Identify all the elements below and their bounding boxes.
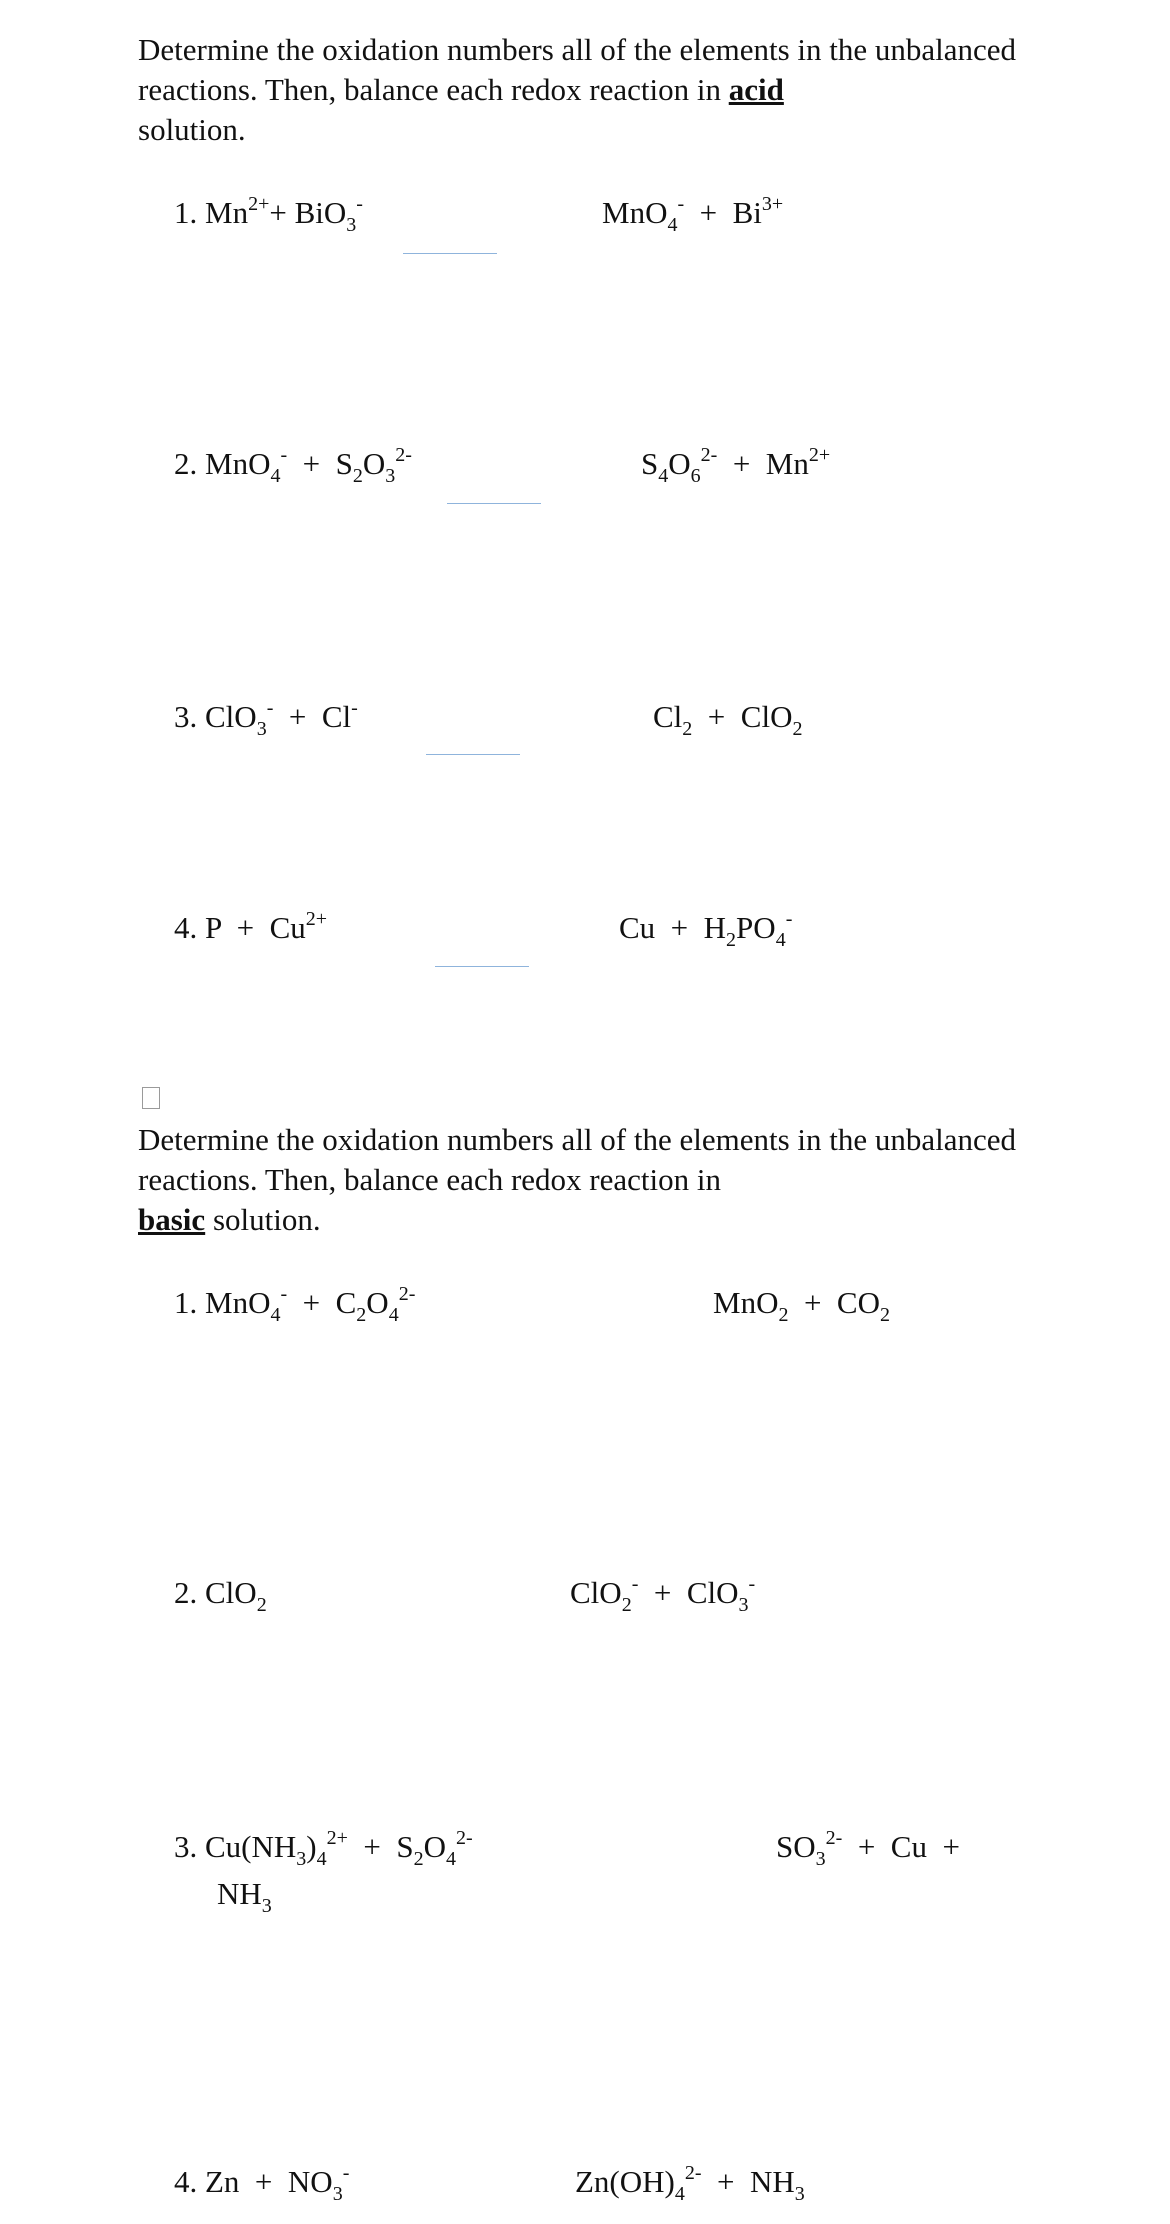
acid-instructions	[138, 30, 1078, 150]
acid-reaction-3-products: $Cl_2 + ClO_2$	[653, 699, 803, 740]
acid-reaction-1-reactants: 1. $Mn^{2+}+ BiO_3^-$	[174, 193, 363, 236]
basic-reaction-3-products: $SO_3^{2-} + Cu$ +	[776, 1827, 960, 1870]
reaction-arrow	[435, 966, 529, 967]
reaction-number: 2.	[174, 446, 198, 481]
acid-reaction-4-reactants: 4. $P + Cu^{2+}$	[174, 908, 328, 945]
basic-reaction-1-reactants: 1. $MnO_4^- + C_2O_4^{2-}$	[174, 1283, 416, 1326]
reaction-number: 1.	[174, 195, 198, 230]
reaction-number: 2.	[174, 1575, 198, 1610]
acid-reaction-2-reactants: 2. $MnO_4^- + S_2O_3^{2-}$	[174, 444, 412, 487]
basic-reaction-2-products: ClO$_2$- + ClO$_3$-	[570, 1573, 756, 1616]
basic-emphasis: basic	[138, 1202, 206, 1237]
acid-reaction-1-products: $MnO_4^- + Bi^{3+}$	[602, 193, 784, 236]
reaction-arrow	[447, 503, 541, 504]
basic-intro-text: Determine the oxidation numbers all of the elements in the unbalanced reactions. Then, balance each redox reaction in	[138, 1122, 1017, 1197]
acid-reaction-3-reactants: 3. ClO$_3$- + Cl-	[174, 697, 358, 740]
basic-reaction-2-reactants: 2. ClO$_2$	[174, 1575, 267, 1616]
acid-tail-text: solution.	[138, 112, 246, 147]
reaction-number: 4.	[174, 2164, 198, 2199]
reaction-number: 1.	[174, 1285, 198, 1320]
basic-reaction-3-continuation: $NH_3$	[217, 1876, 272, 1917]
basic-reaction-3-reactants: 3. $Cu(NH_3)_4^{2+} + S_2O_4^{2-}$	[174, 1827, 473, 1870]
reaction-number: 4.	[174, 910, 198, 945]
reaction-number: 3.	[174, 1829, 198, 1864]
basic-reaction-1-products: $MnO_2 + CO_2$	[713, 1285, 890, 1326]
acid-reaction-4-products: $Cu + H_2PO_4^-$	[619, 908, 793, 951]
checkbox[interactable]	[142, 1087, 160, 1109]
reaction-arrow	[403, 253, 497, 254]
basic-instructions	[138, 1120, 1078, 1240]
basic-reaction-4-reactants: 4. $Zn + NO_3^-$	[174, 2162, 350, 2205]
basic-reaction-4-products: $Zn(OH)_4^{2-} + NH_3$	[575, 2162, 805, 2205]
basic-tail-text: solution.	[212, 1202, 321, 1237]
acid-reaction-2-products: $S_4O_6^{2-} + Mn^{2+}$	[641, 444, 831, 487]
acid-emphasis: acid	[728, 72, 784, 107]
acid-intro-text: Determine the oxidation numbers all of the elements in the unbalanced reactions. Then, balance each redox reaction in	[138, 32, 1017, 107]
reaction-arrow	[426, 754, 520, 755]
reaction-number: 3.	[174, 699, 198, 734]
